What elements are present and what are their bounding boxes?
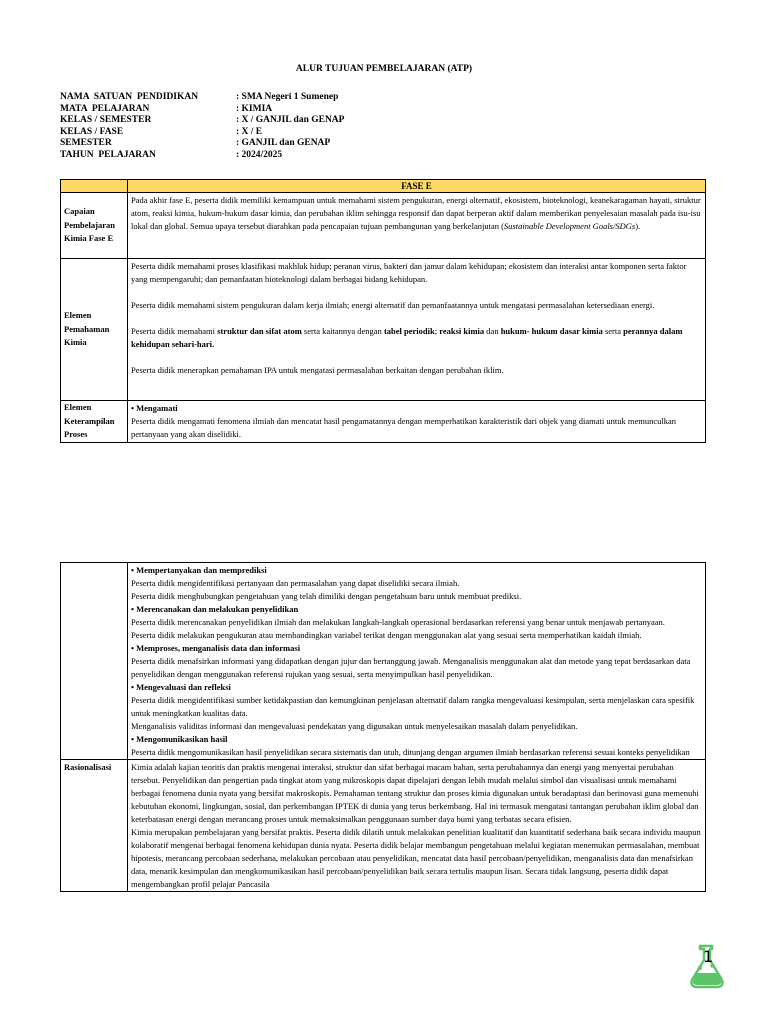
capaian-text-main: Pada akhir fase E, peserta didik memiliki kemampuan untuk memahami sistem pengukuran, energi alternatif, ekosistem, bioteknologi, keanekaragaman hayati, struktur atom, reaksi kimia, hukum-hukum dasar kimia, dan perubahan iklim sehingga responsif dan dapat berperan aktif dalam memberikan penyelesaian masalah pada isu-isu lokal dan global. Semua upaya tersebut diarahkan pada pencapaian tujuan pembangunan yang berkelanjutan ( — [131, 195, 701, 231]
atp-table-fase-e — [60, 179, 706, 443]
rasionalisasi-text — [128, 760, 706, 892]
skills-list — [128, 563, 706, 760]
skill-line: Peserta didik mengidentifikasi sumber ketidakpastian dan kemungkinan penjelasan alternatif dalam rangka mengevaluasi kesimpulan, serta menjelaskan cara spesifik untuk meningkatkan kualitas data. — [131, 695, 695, 718]
identity-label: SEMESTER — [60, 138, 112, 149]
rasionalisasi-label: Rasionalisasi — [61, 760, 128, 892]
skill-heading: • Merencanakan dan melakukan penyelidikan — [131, 604, 299, 614]
empty-label-cell — [61, 563, 128, 760]
identity-label: KELAS / FASE — [60, 126, 124, 137]
page-number-badge — [686, 940, 728, 990]
identity-value: : 2024/2025 — [236, 149, 283, 160]
text-run: Peserta didik memahami — [131, 326, 218, 336]
identity-label: NAMA SATUAN PENDIDIKAN — [60, 92, 199, 102]
capaian-text — [128, 193, 706, 259]
document-title: ALUR TUJUAN PEMBELAJARAN (ATP) — [295, 64, 473, 74]
keterampilan-text — [128, 401, 706, 443]
keterampilan-label: Elemen Keterampilan Proses — [61, 401, 128, 443]
identity-value: : GANJIL dan GENAP — [236, 138, 331, 149]
identity-row — [60, 115, 344, 127]
identity-value: : SMA Negeri 1 Sumenep — [236, 92, 339, 102]
skill-heading: • Mengevaluasi dan refleksi — [131, 682, 231, 692]
pemahaman-text — [128, 259, 706, 401]
bold-run: a dalam kehidupan sehari-hari. — [131, 326, 683, 349]
text-run: ; — [434, 326, 440, 336]
rasionalisasi-paragraph: Kimia merupakan pembelajaran yang bersifat praktis. Peserta didik dilatih untuk melakukan penelitian kualitatif dan kuantitatif sederhana baik secara individu maupun kolaboratif mengenai berbagai fenomena kehidupan dunia nyata. Peserta didik belajar membangun pengetahuan melalui kegiatan menemukan permasalahan, membuat hipotesis, merancang percobaan sederhana, melakukan percobaan atau penyelidikan, mencatat data hasil percobaan/penyelidikan, menganalisis data dan menafsirkan data, menarik kesimpulan dan mengkomunikasikan hasil percobaan/penyelidikan baik secara tertulis maupun lisan. Secara tidak langsung, peserta didik dapat mengembangkan profil pelajar Pancasila — [131, 827, 701, 889]
identity-label: KELAS / SEMESTER — [60, 115, 152, 126]
identity-row — [60, 92, 344, 104]
pemahaman-paragraph: Peserta didik memahami sistem pengukuran dalam kerja ilmiah; energi alternatif dan pemanfaatannya untuk mengatasi permasalahan ketersediaan energi. — [131, 300, 655, 310]
rasionalisasi-paragraph: Kimia adalah kajian teoritis dan praktis mengenai interaksi, struktur dan sifat berbagai macam bahan, serta perubahannya dan energi yang menyertai perubahan tersebut. Penyelidikan dan pengertian pada tingkat atom yang mikroskopis dapat dipelajari dengan lebih mudah melalui simbol dan visualisasi untuk memahami berbagai fenomena dunia nyata yang bersifat makroskopis. Pemahaman tentang struktur dan proses kimia digunakan untuk beradaptasi dan berinovasi guna memenuhi kebutuhan ekonomi, lingkungan, sosial, dan perkembangan IPTEK di dunia yang terus berkembang. Hal ini termasuk mengatasi tantangan perubahan iklim global dan keterbatasan energi dengan merancang proses untuk memaksimalkan penggunaan sumber daya bumi yang terbatas secara efisien. — [131, 762, 699, 824]
identity-value: : X / E — [236, 126, 263, 137]
bold-run: peranny — [623, 326, 654, 336]
bold-run: hukum- hukum dasar kimia — [500, 326, 603, 336]
atp-table-continued — [60, 562, 706, 892]
identity-label: TAHUN PELAJARAN — [60, 149, 156, 160]
flask-icon — [686, 940, 728, 990]
capaian-text-italic: Sustainable Development Goals/SDGs — [503, 221, 636, 231]
identity-label: MATA PELAJARAN — [60, 103, 150, 114]
skill-heading: • Mengomunikasikan hasil — [131, 734, 228, 744]
identity-value: : KIMIA — [236, 103, 273, 114]
identity-row — [60, 138, 344, 150]
skill-heading: • Memproses, menganalisis data dan informasi — [131, 643, 301, 653]
skill-heading: • Mempertanyakan dan memprediksi — [131, 565, 267, 575]
bold-run: tabel periodik — [383, 326, 435, 336]
bold-run: reaksi kimia — [439, 326, 485, 336]
page-number: 1 — [703, 947, 714, 966]
capaian-text-end: ). — [635, 221, 641, 231]
identity-row — [60, 150, 344, 162]
skill-line: Peserta didik mengidentifikasi pertanyaan dan permasalahan yang dapat diselidiki secara ilmiah. — [131, 578, 460, 588]
pemahaman-paragraph: Peserta didik menerapkan pemahaman IPA untuk mengatasi permasalahan berkaitan dengan perubahan iklim. — [131, 365, 504, 375]
skill-line: Peserta didik mengomunikasikan hasil penyelidikan secara sistematis dan utuh, ditunjang dengan argumen ilmiah berdasarkan referensi sesuai konteks penyelidikan — [131, 747, 690, 757]
skill-line: Peserta didik melakukan pengukuran atau membandingkan variabel terikat dengan menggunakan alat yang sesuai serta memperhatikan kaidah ilmiah. — [131, 630, 642, 640]
skill-heading: • Mengamati — [131, 403, 178, 413]
identity-row — [60, 127, 344, 139]
skill-description: Peserta didik mengamati fenomena ilmiah dan mencatat hasil pengamatannya dengan memperhatikan karakteristik dari objek yang diamati untuk memunculkan pertanyaan yang akan diselidiki. — [131, 416, 677, 439]
text-run: serta kaitannya dengan — [301, 326, 384, 336]
identity-block — [60, 92, 344, 162]
text-run: serta — [602, 326, 624, 336]
skill-line: Peserta didik merencanakan penyelidikan ilmiah dan melakukan langkah-langkah operasional berdasarkan referensi yang benar untuk menjawab pertanyaan. — [131, 617, 665, 627]
capaian-label: Capaian Pembelajaran Kimia Fase E — [61, 193, 128, 259]
identity-value: : X / GANJIL dan GENAP — [236, 115, 345, 126]
bold-run: struktur dan sifat atom — [217, 326, 302, 336]
pemahaman-paragraph — [131, 325, 702, 351]
identity-row — [60, 104, 344, 116]
skill-line: Menganalisis validitas informasi dan mengevaluasi pendekatan yang digunakan untuk menyelesaikan masalah dalam penyelidikan. — [131, 721, 578, 731]
fase-header: FASE E — [128, 180, 706, 193]
pemahaman-paragraph: Peserta didik memahami proses klasifikasi makhluk hidup; peranan virus, bakteri dan jamur dalam kehidupan; ekosistem dan interaksi antar komponen serta faktor yang mempengaruhi; dan pemanfaatan bioteknologi dalam berbagai bidang kehidupan. — [131, 261, 687, 284]
pemahaman-label: Elemen Pemahaman Kimia — [61, 259, 128, 401]
header-empty-cell — [61, 180, 128, 193]
skill-line: Peserta didik menghubungkan pengetahuan yang telah dimiliki dengan pengetahuan baru untuk membuat prediksi. — [131, 591, 522, 601]
skill-line: Peserta didik menafsirkan informasi yang didapatkan dengan jujur dan bertanggung jawab. Menganalisis menggunakan alat dan metode yang tepat berdasarkan data penyelidikan dengan menggunakan referensi rujukan yang sesuai, serta menyimpulkan hasil penyelidikan. — [131, 656, 691, 679]
text-run: dan — [484, 326, 501, 336]
